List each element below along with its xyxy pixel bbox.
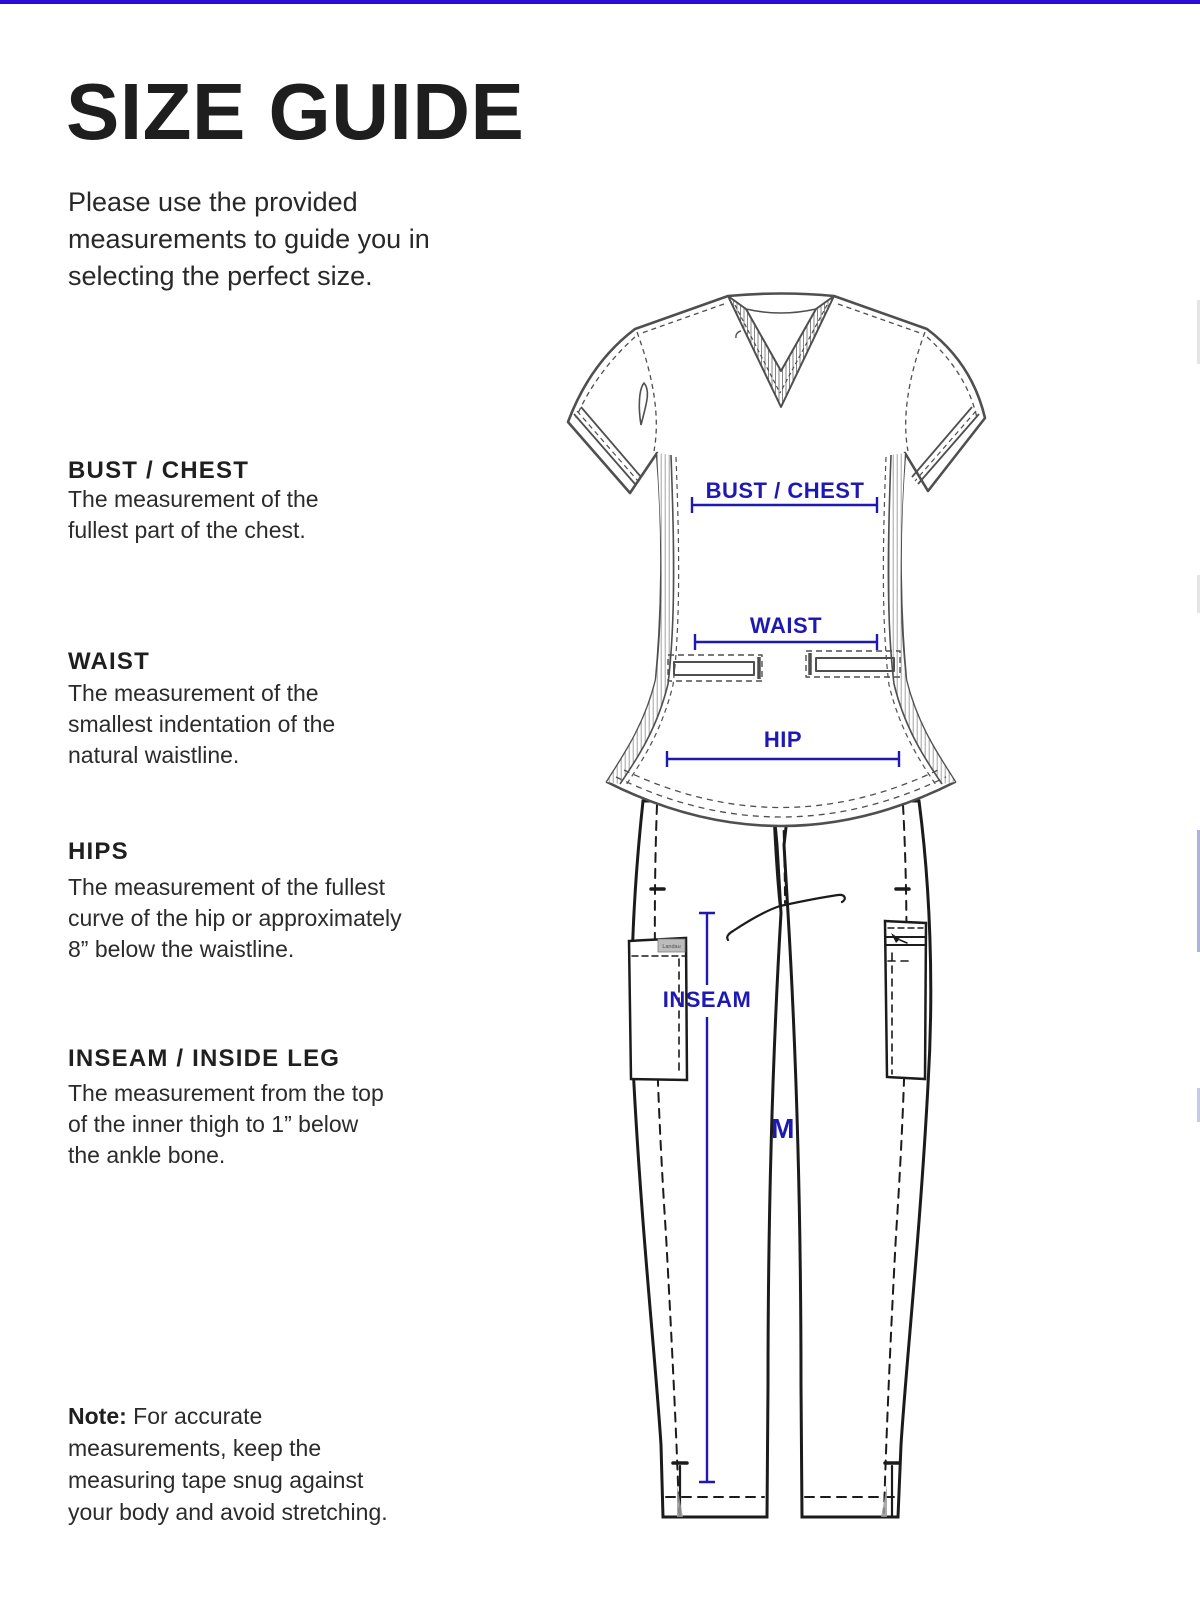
size-marker-label: M bbox=[771, 1113, 795, 1144]
top-accent-bar bbox=[0, 0, 1200, 4]
bust-label: BUST / CHEST bbox=[705, 478, 865, 503]
brand-tag-label: Landau bbox=[662, 944, 681, 950]
section-heading-bust: BUST / CHEST bbox=[68, 457, 250, 484]
scrubs-size-diagram bbox=[540, 285, 1000, 1530]
note-body: For accurate measurements, keep the measuring tape snug against your body and avoid stretching. bbox=[68, 1403, 388, 1525]
inseam-label: INSEAM bbox=[662, 987, 752, 1012]
waist-label: WAIST bbox=[749, 613, 823, 638]
section-heading-waist: WAIST bbox=[68, 648, 150, 675]
section-heading-hips: HIPS bbox=[68, 838, 129, 865]
hip-label: HIP bbox=[763, 727, 803, 752]
section-heading-inseam: INSEAM / INSIDE LEG bbox=[68, 1045, 341, 1072]
page-title: SIZE GUIDE bbox=[66, 67, 525, 156]
right-zip-pocket bbox=[885, 921, 926, 1079]
note-label: Note: bbox=[68, 1403, 127, 1429]
section-body-hips: The measurement of the fullest curve of the hip or approximately 8” below the waistline. bbox=[68, 874, 402, 962]
section-body-bust: The measurement of the fullest part of the chest. bbox=[68, 486, 319, 543]
note-text bbox=[68, 1400, 388, 1528]
intro-text: Please use the provided measurements to guide you in selecting the perfect size. bbox=[68, 187, 430, 291]
pants-sketch bbox=[629, 801, 931, 1517]
section-body-inseam: The measurement from the top of the inner thigh to 1” below the ankle bone. bbox=[68, 1080, 384, 1168]
section-body-waist: The measurement of the smallest indentation of the natural waistline. bbox=[68, 680, 336, 768]
